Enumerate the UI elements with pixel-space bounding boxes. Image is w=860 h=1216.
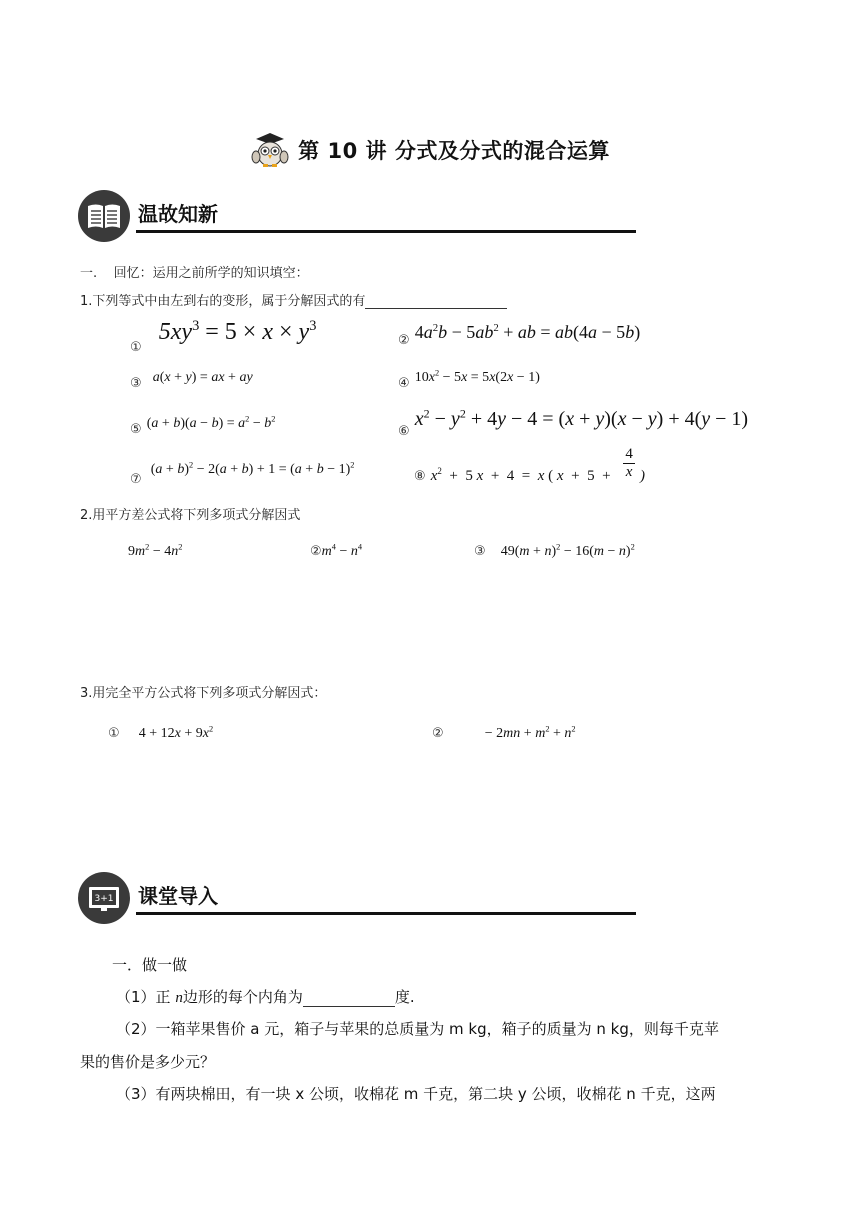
intro-item-1: （1）正 n边形的每个内角为 度. — [116, 988, 415, 1006]
equation-8: $_⑧$ $x^2 + 5$ x + 4 = x ( x + 5 + $\frac{4}{x}$ ) — [414, 446, 645, 484]
section-label: 课堂导入 — [138, 884, 218, 908]
equation-2: $_②$ $4a^2b - 5ab^2$ + ab = ab(4a − 5b) — [398, 322, 641, 348]
section-circle — [78, 190, 130, 242]
equation-3: $_③$ a(x + y) = ax + ay — [130, 370, 253, 391]
section-label: 温故知新 — [138, 202, 218, 226]
intro-heading: 一．做一做 — [112, 956, 188, 974]
question-2: 2.用平方差公式将下列多项式分解因式 — [80, 508, 301, 523]
section-underline — [136, 230, 636, 233]
q3-expr-1: ① $4 + 12x + 9x^2$ — [108, 724, 214, 741]
page-title-row — [0, 132, 860, 173]
equation-1: $_①$ $5xy^3 = 5 \times x \times y^3$ — [130, 318, 317, 355]
review-heading: 一. 回忆：运用之前所学的知识填空： — [80, 266, 309, 281]
q3-expr-2: ② − $2mn + m^2 + n^2$ — [432, 724, 576, 741]
q2-expr-3: ③ $49(m + n)^2 - 16(m - n)^2$ — [474, 542, 635, 559]
intro-item-2-cont: 果的售价是多少元？ — [80, 1053, 216, 1071]
intro-item-2: （2）一箱苹果售价 a 元，箱子与苹果的总质量为 m kg，箱子的质量为 n kg，则每千克苹 — [116, 1020, 719, 1038]
svg-text:3+1: 3+1 — [94, 894, 114, 904]
equation-7: $_⑦$ $(a + b)^2 - 2(a + b) + 1 = (a + b - 1)^2$ — [130, 460, 355, 487]
section-header-intro — [78, 872, 638, 928]
equation-4: $_④$ $10x^2 - 5x = 5x(2x - 1)$ — [398, 368, 540, 391]
intro-item-3: （3）有两块棉田，有一块 x 公顷，收棉花 m 千克，第二块 y 公顷，收棉花 n 千克，这两 — [116, 1085, 716, 1103]
section-circle — [78, 872, 130, 924]
q2-expr-2: $②m^4 - n^4$ — [310, 542, 363, 559]
question-3: 3.用完全平方公式将下列多项式分解因式： — [80, 686, 327, 701]
page-title: 第 10 讲 分式及分式的混合运算 — [298, 139, 610, 163]
q2-expr-1: $9m^2 - 4n^2$ — [128, 542, 183, 559]
blackboard-icon — [78, 872, 130, 924]
equation-6: $_⑥$ $x^2 - y^2 + 4y - 4 = (x + y)(x - y) + 4(y - 1)$ — [398, 406, 749, 439]
equation-5: $_⑤$ $(a + b)(a - b) = a^2 - b^2$ — [130, 414, 276, 437]
section-header-review — [78, 190, 638, 246]
book-icon — [78, 190, 130, 242]
question-1: 1.下列等式中由左到右的变形，属于分解因式的有 — [80, 290, 507, 309]
owl-mascot-icon — [250, 132, 290, 168]
section-underline — [136, 912, 636, 915]
